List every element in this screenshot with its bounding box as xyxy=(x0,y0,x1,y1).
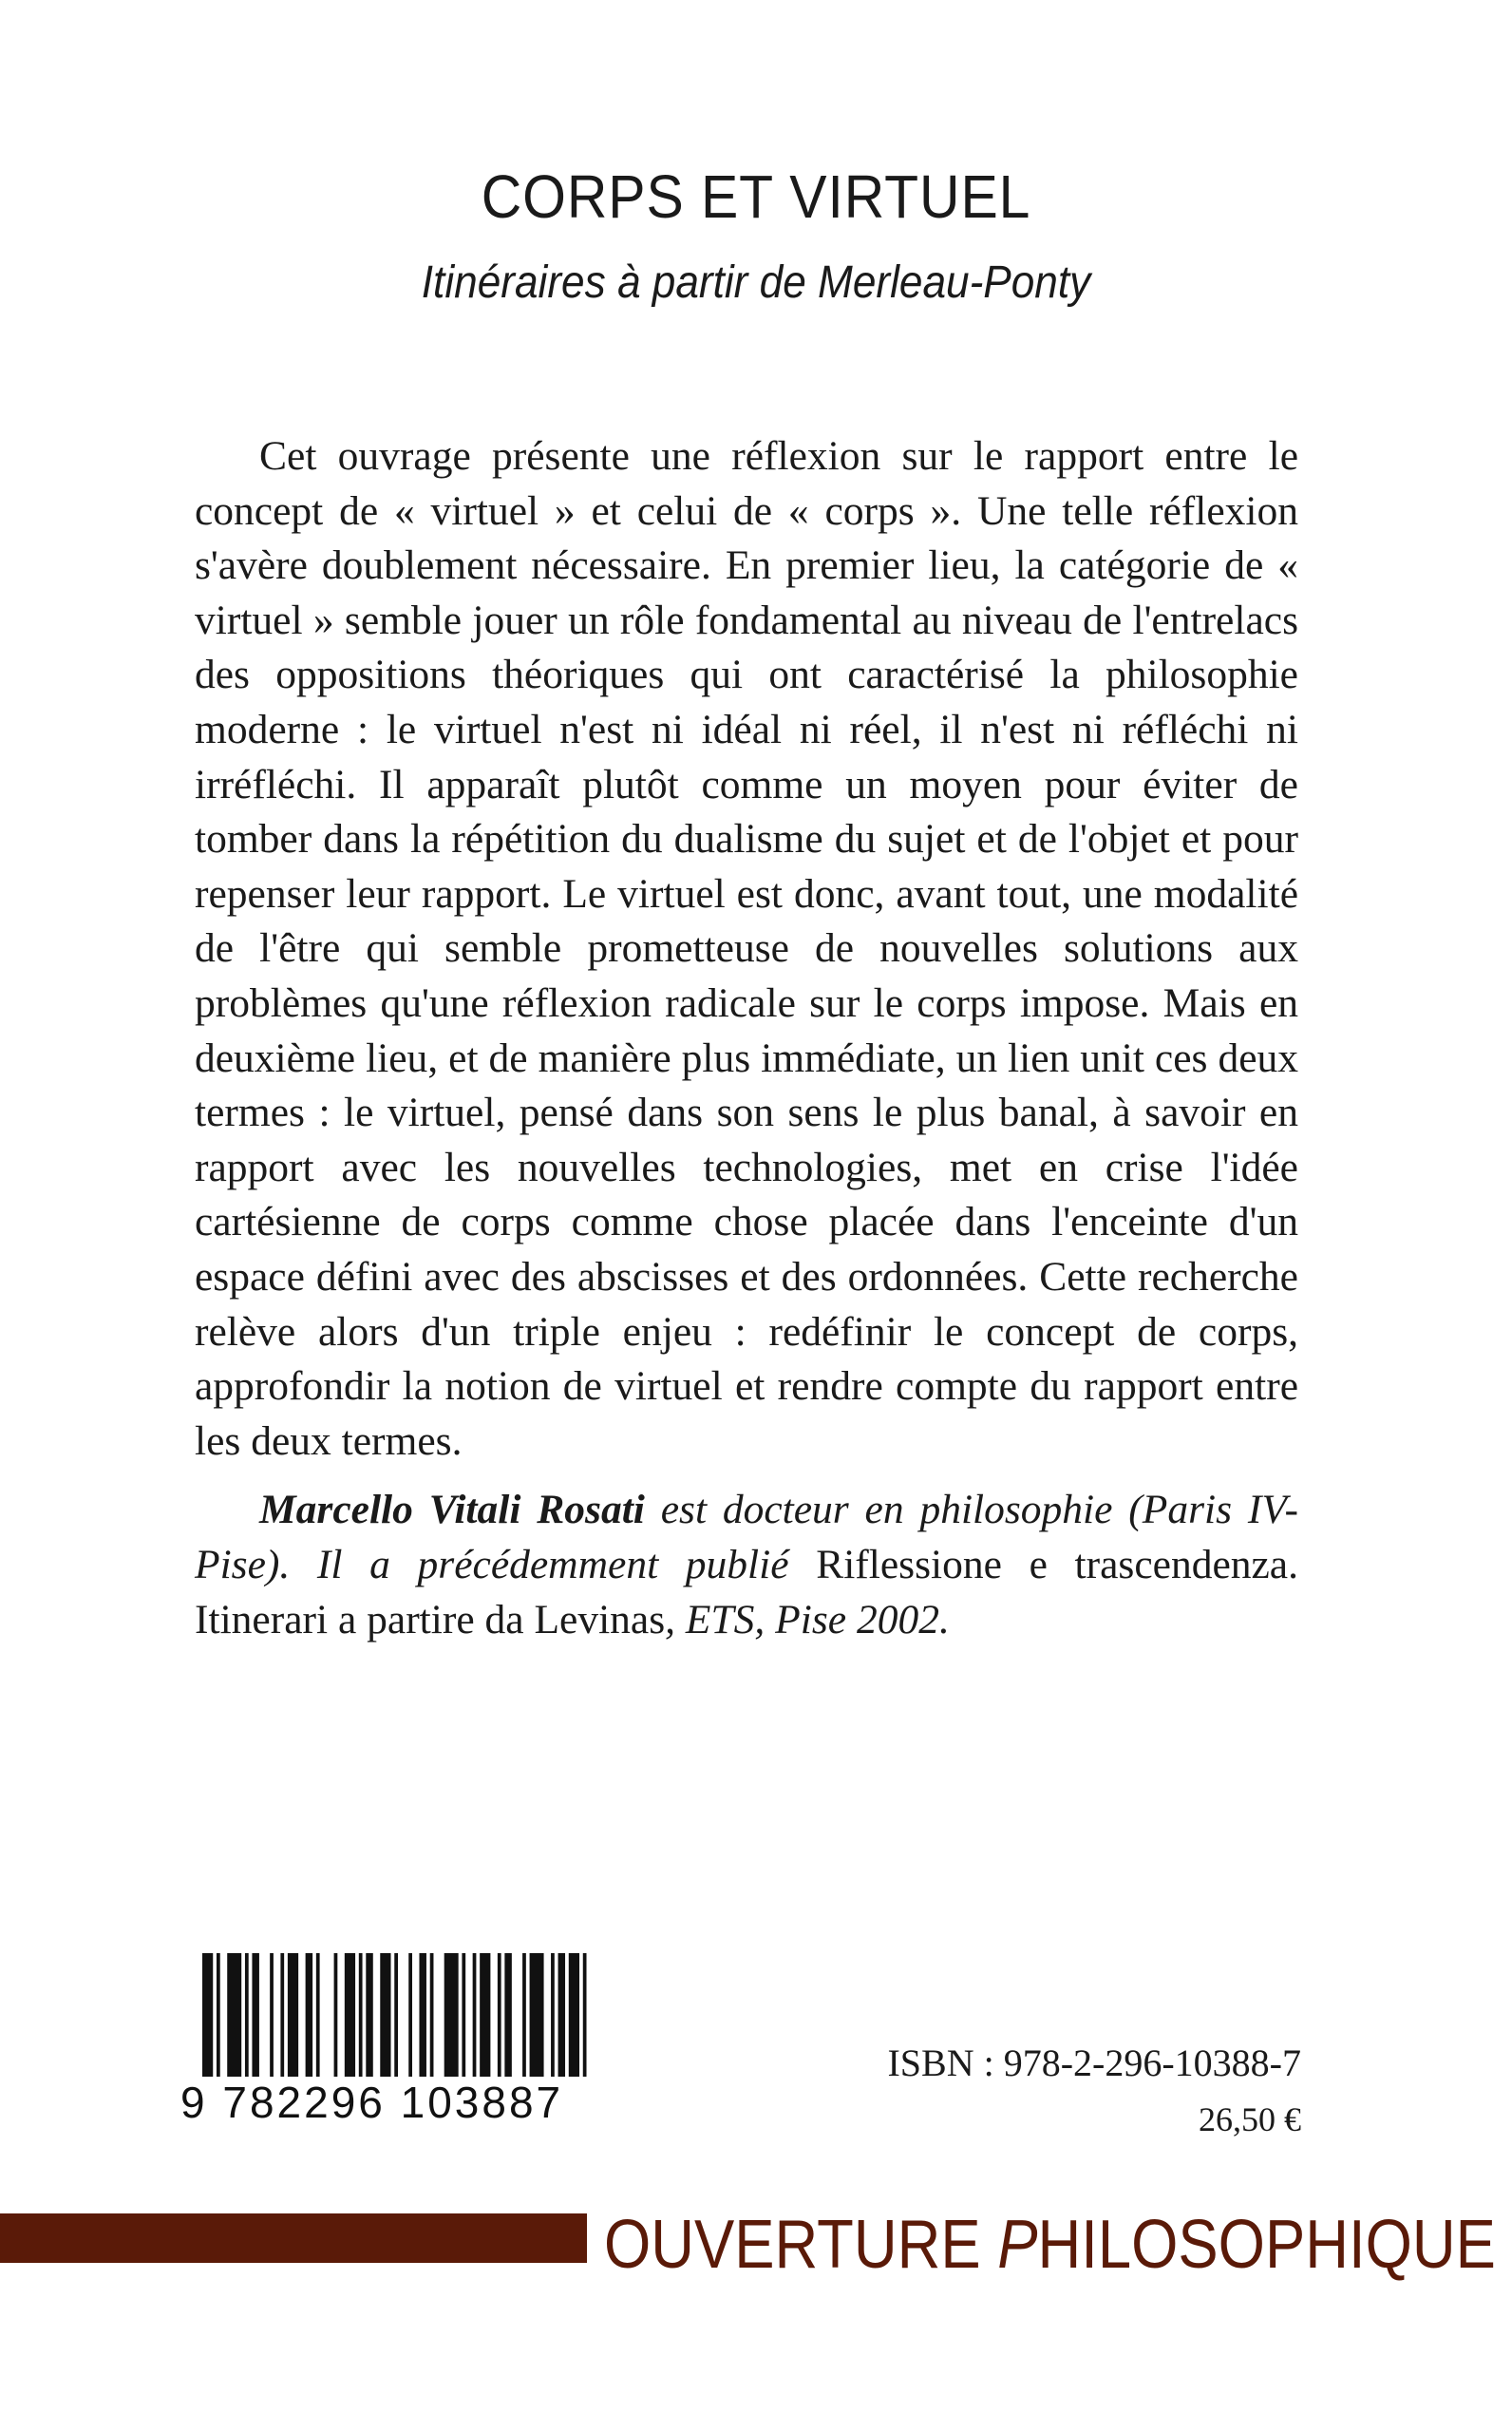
barcode-bar xyxy=(288,1953,298,2077)
bio-text-2: , ETS, Pise 2002. xyxy=(665,1597,950,1643)
bio-text-1: est docteur en philosophie (Paris IV-Pise). Il a précédemment publié xyxy=(195,1487,1298,1587)
price: 26,50 € xyxy=(1199,2100,1301,2138)
barcode-bar xyxy=(444,1953,459,2077)
summary-paragraph: Cet ouvrage présente une réflexion sur le rapport entre le concept de « virtuel » et celui de « corps ». Une telle réflexion s'avère doublement nécessaire. En premier lieu, la catégorie de « virtuel » semble jouer un rôle fondamental au niveau de l'entrelacs des oppositions théoriques qui ont caractérisé la philosophie moderne : le virtuel n'est ni idéal ni réel, il n'est ni réfléchi ni irréfléchi. Il apparaît plutôt comme un moyen pour éviter de tomber dans la répétition du dualisme du sujet et de l'objet et pour repenser leur rapport. Le virtuel est donc, avant tout, une modalité de l'être qui semble prometteuse de nouvelles solutions aux problèmes qu'une réflexion radicale sur le corps impose. Mais en deuxième lieu, et de manière plus immédiate, un lien unit ces deux termes : le virtuel, pensé dans son sens le plus banal, à savoir en rapport avec les nouvelles technologies, met en crise l'idée cartésienne de corps comme chose placée dans l'enceinte d'un espace défini avec des abscisses et des ordonnées. Cette recherche relève alors d'un triple enjeu : redéfinir le concept de corps, approfondir la notion de virtuel et rendre compte du rapport entre les deux termes. xyxy=(195,433,1298,1464)
barcode xyxy=(202,1953,594,2172)
series-title-part-3: HILOSOPHIQUE xyxy=(1037,2207,1496,2283)
author-name: Marcello Vitali Rosati xyxy=(259,1487,645,1532)
barcode-bar xyxy=(522,1953,526,2077)
barcode-bar xyxy=(419,1953,425,2077)
barcode-bar xyxy=(217,1953,220,2077)
series-title xyxy=(604,2206,1496,2284)
barcode-bar xyxy=(551,1953,555,2077)
barcode-bar xyxy=(306,1953,312,2077)
barcode-bar xyxy=(202,1953,213,2077)
barcode-digits: 9 782296 103887 xyxy=(180,2078,564,2127)
barcode-bar xyxy=(334,1953,338,2077)
barcode-bar xyxy=(359,1953,363,2077)
book-title: CORPS ET VIRTUEL xyxy=(481,162,1031,231)
barcode-bar xyxy=(498,1953,501,2077)
barcode-bar xyxy=(380,1953,390,2077)
barcode-bar xyxy=(530,1953,544,2077)
barcode-bar xyxy=(345,1953,355,2077)
barcode-bar xyxy=(316,1953,320,2077)
barcode-bars xyxy=(202,1953,594,2077)
series-title-part-1: OUVERTURE xyxy=(604,2207,998,2283)
isbn: ISBN : 978-2-296-10388-7 xyxy=(887,2042,1301,2084)
barcode-bar xyxy=(408,1953,412,2077)
author-bio xyxy=(195,1482,1298,1647)
barcode-bar xyxy=(504,1953,511,2077)
barcode-bar xyxy=(480,1953,490,2077)
barcode-bar xyxy=(394,1953,398,2077)
barcode-bar xyxy=(430,1953,434,2077)
series-color-bar xyxy=(0,2213,587,2263)
series-title-part-2: P xyxy=(997,2207,1038,2283)
barcode-bar xyxy=(280,1953,284,2077)
barcode-bar xyxy=(366,1953,372,2077)
barcode-bar xyxy=(270,1953,274,2077)
barcode-bar xyxy=(569,1953,579,2077)
barcode-bar xyxy=(227,1953,241,2077)
barcode-bar xyxy=(473,1953,477,2077)
barcode-bar xyxy=(583,1953,587,2077)
book-subtitle: Itinéraires à partir de Merleau-Ponty xyxy=(421,257,1091,308)
barcode-bar xyxy=(245,1953,249,2077)
barcode-bar xyxy=(462,1953,465,2077)
barcode-bar xyxy=(558,1953,565,2077)
barcode-bar xyxy=(252,1953,258,2077)
previous-book-title: Riflessione e trascendenza. Itinerari a partire da Levinas xyxy=(195,1542,1298,1643)
